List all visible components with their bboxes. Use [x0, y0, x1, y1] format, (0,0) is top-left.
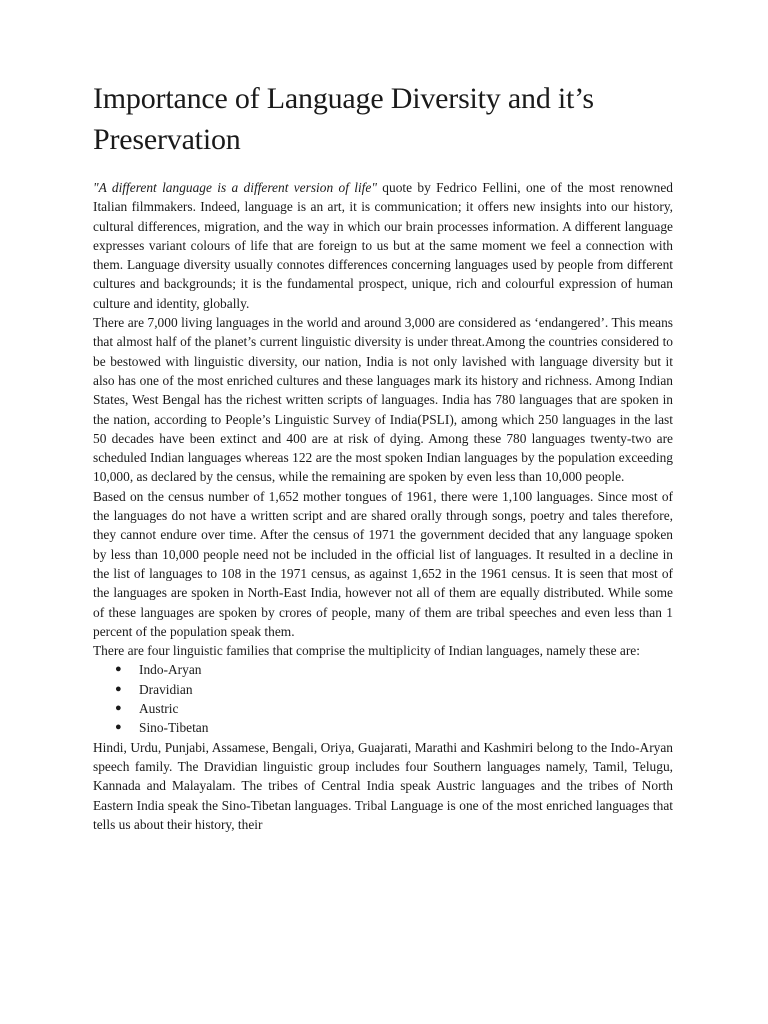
list-item	[115, 660, 673, 679]
paragraph-intro	[93, 178, 673, 313]
list-item	[115, 718, 673, 737]
document-title: Importance of Language Diversity and it’s Preservation	[93, 82, 594, 156]
paragraph-intro-text: quote by Fedrico Fellini, one of the most renowned Italian filmmakers. Indeed, language is an art, it is communication; it offers new insights into our history, cultural differences, migration, and the way in which our brain processes information. A different language expresses variant colours of life that are foreign to us but at the same moment we feel a connection with them. Language diversity usually connotes differences concerning languages used by people from different cultures and backgrounds; it is the fundamental prospect, unique, rich and colourful expression of human culture and identity, globally.	[93, 180, 673, 311]
paragraph-living-languages: There are 7,000 living languages in the world and around 3,000 are considered as ‘endangered’. This means that almost half of the planet’s current linguistic diversity is under threat.Among the countries considered to be bestowed with linguistic diversity, our nation, India is not only lavished with language diversity but it also has one of the most enriched cultures and these languages mark its history and richness. Among Indian States, West Bengal has the richest written scripts of languages. India has 780 languages that are spoken in the nation, according to People’s Linguistic Survey of India(PSLI), among which 250 languages in the last 50 decades have been extinct and 400 are at risk of dying. Among these 780 languages twenty-two are scheduled Indian languages whereas 122 are the most spoken Indian languages by the population exceeding 10,000, as declared by the census, while the remaining are spoken by even less than 10,000 people.	[93, 315, 673, 485]
list-item	[115, 699, 673, 718]
paragraph-families-intro: There are four linguistic families that comprise the multiplicity of Indian languages, namely these are:	[93, 643, 640, 659]
fellini-quote: "A different language is a different version of life"	[93, 180, 377, 195]
list-item-label: Austric	[139, 701, 179, 717]
list-item-label: Indo-Aryan	[139, 662, 202, 678]
bullet-icon: ●	[115, 663, 122, 676]
document-page	[93, 78, 673, 834]
paragraph-speech-families: Hindi, Urdu, Punjabi, Assamese, Bengali, Oriya, Guajarati, Marathi and Kashmiri belong to the Indo-Aryan speech family. The Dravidian linguistic group includes four Southern languages namely, Tamil, Telugu, Kannada and Malayalam. The tribes of Central India speak Austric languages and the tribes of North Eastern India speak the Sino-Tibetan languages. Tribal Language is one of the most enriched languages that tells us about their history, their	[93, 739, 673, 832]
list-item-label: Sino-Tibetan	[139, 720, 209, 736]
bullet-icon: ●	[115, 721, 122, 734]
bullet-icon: ●	[115, 682, 122, 695]
bullet-icon: ●	[115, 702, 122, 715]
list-item-label: Dravidian	[139, 681, 193, 697]
paragraph-census: Based on the census number of 1,652 mother tongues of 1961, there were 1,100 languages. Since most of the languages do not have a written script and are shared orally through songs, poetry and tales therefore, they cannot endure over time. After the census of 1971 the government decided that any language spoken by less than 10,000 people need not be included in the official list of languages. It resulted in a decline in the list of languages to 108 in the 1971 census, as against 1,652 in the 1961 census. It is seen that most of the languages are spoken in North-East India, however not all of them are equally distributed. While some of these languages are spoken by crores of people, many of them are tribal speeches and even less than 1 percent of the population speak them.	[93, 488, 673, 639]
list-item	[115, 680, 673, 699]
language-family-list	[93, 660, 673, 737]
